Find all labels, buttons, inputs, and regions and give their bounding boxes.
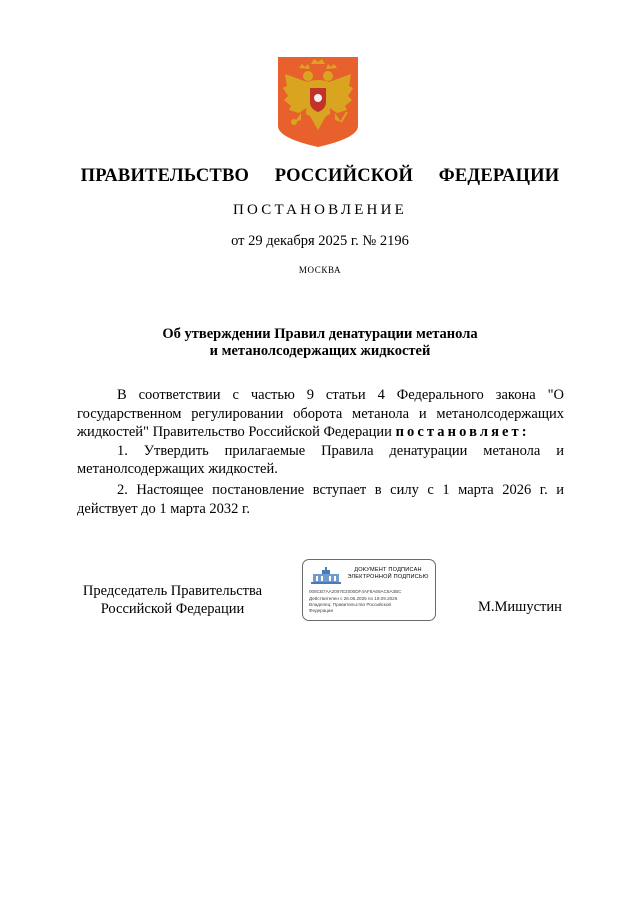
document-date-number: от 29 декабря 2025 г. № 2196 [231, 233, 409, 249]
coat-of-arms-icon [277, 56, 359, 148]
decree-word: постановляет: [395, 424, 530, 441]
position-line-2: Российской Федерации [100, 601, 245, 617]
stamp-title-line-1: ДОКУМЕНТ ПОДПИСАН [354, 567, 422, 573]
building-icon [309, 567, 343, 585]
document-subject [0, 326, 640, 360]
preamble-paragraph [77, 386, 564, 442]
subject-line-1: Об утверждении Правил денатурации метанола [162, 326, 478, 342]
preamble-text: В соответствии с частью 9 статьи 4 Федерального закона "О государственном регулировании оборота метанола и метанолсодержащих жидкостей" Правительство Российской Федерации [77, 387, 564, 441]
item-1-paragraph: 1. Утвердить прилагаемые Правила денатурации метанола и метанолсодержащих жидкостей. [77, 442, 564, 478]
document-body [77, 386, 564, 518]
document-city: МОСКВА [298, 265, 342, 275]
subject-line-2: и метанолсодержащих жидкостей [209, 343, 431, 359]
signatory-name: М.Мишустин [478, 599, 562, 615]
stamp-title-line-2: ЭЛЕКТРОННОЙ ПОДПИСЬЮ [347, 574, 429, 580]
item-2-paragraph: 2. Настоящее постановление вступает в силу с 1 марта 2026 г. и действует до 1 марта 2032 г. [77, 481, 564, 517]
document-type: ПОСТАНОВЛЕНИЕ [233, 202, 407, 218]
government-title: ПРАВИТЕЛЬСТВО РОССИЙСКОЙ ФЕДЕРАЦИИ [80, 166, 560, 186]
stamp-owner-line-1: Владелец: Правительство Российской [309, 602, 391, 607]
position-line-1: Председатель Правительства [82, 583, 263, 599]
stamp-validity: Действителен с 26.06.2025 по 19.09.2026 [309, 596, 398, 601]
stamp-certificate: 008CB7AA2097E2000DF4AF8A69AC8A3BC [309, 589, 402, 594]
signatory-position [60, 582, 285, 618]
electronic-signature-stamp [302, 559, 436, 621]
stamp-owner-line-2: Федерации [309, 608, 334, 613]
